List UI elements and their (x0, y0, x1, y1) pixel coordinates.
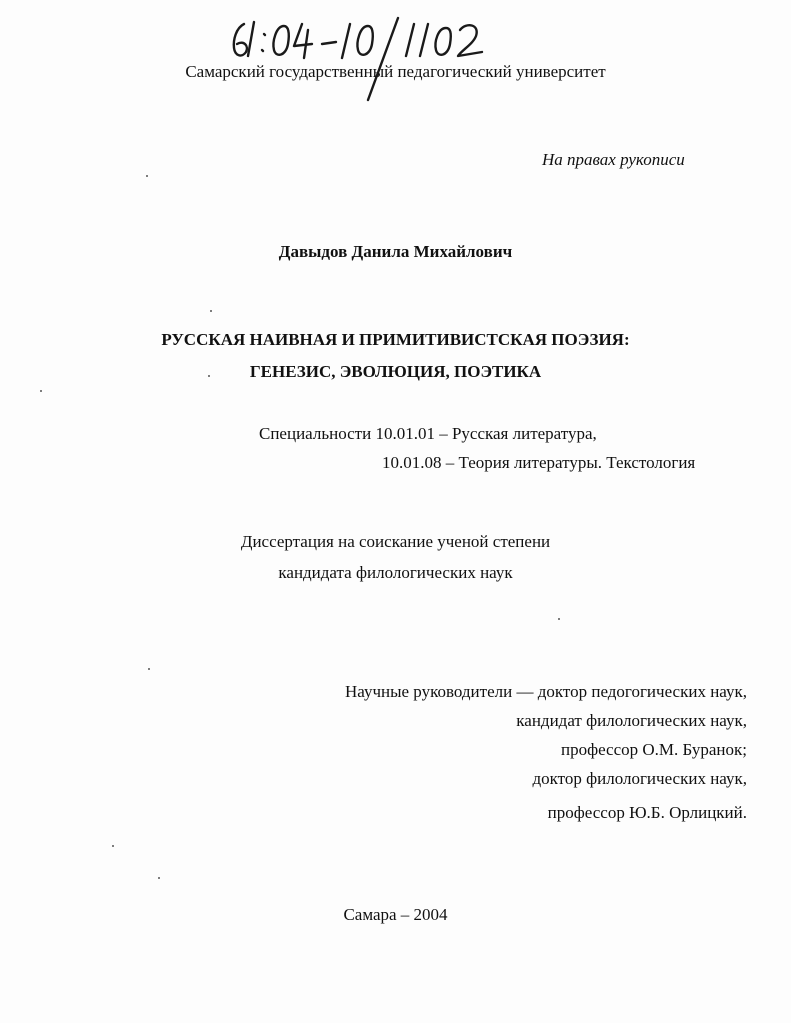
scan-speck (210, 310, 212, 312)
university-name: Самарский государственный педагогический университет (185, 62, 606, 81)
supervisors-line-4: доктор филологических наук, (532, 769, 747, 788)
scan-speck (208, 375, 210, 377)
manuscript-note: На правах рукописи (542, 150, 685, 169)
supervisors-line-3: профессор О.М. Буранок; (560, 740, 747, 759)
supervisors-line-2: кандидат филологических наук, (516, 711, 747, 730)
place-and-year: Самара – 2004 (343, 905, 448, 924)
supervisors-line-5: профессор Ю.Б. Орлицкий. (547, 803, 747, 822)
dissertation-title-line-1: РУССКАЯ НАИВНАЯ И ПРИМИТИВИСТСКАЯ ПОЭЗИЯ: (161, 330, 630, 349)
degree-line-2: кандидата филологических наук (278, 563, 513, 582)
supervisors-line-1: Научные руководители — доктор педогогических наук, (344, 682, 747, 701)
dissertation-title-line-2: ГЕНЕЗИС, ЭВОЛЮЦИЯ, ПОЭТИКА (249, 362, 542, 381)
scan-speck (558, 618, 560, 620)
scan-speck (148, 668, 150, 670)
handwritten-archive-mark (228, 14, 498, 104)
scan-speck (146, 175, 148, 177)
specialty-line-2: 10.01.08 – Теория литературы. Текстология (382, 453, 696, 472)
specialty-line-1: Специальности 10.01.01 – Русская литература, (259, 424, 597, 443)
scan-speck (112, 845, 114, 847)
degree-line-1: Диссертация на соискание ученой степени (240, 532, 551, 551)
scan-speck (40, 390, 42, 392)
scan-speck (158, 877, 160, 879)
author-name: Давыдов Данила Михайлович (278, 242, 513, 261)
